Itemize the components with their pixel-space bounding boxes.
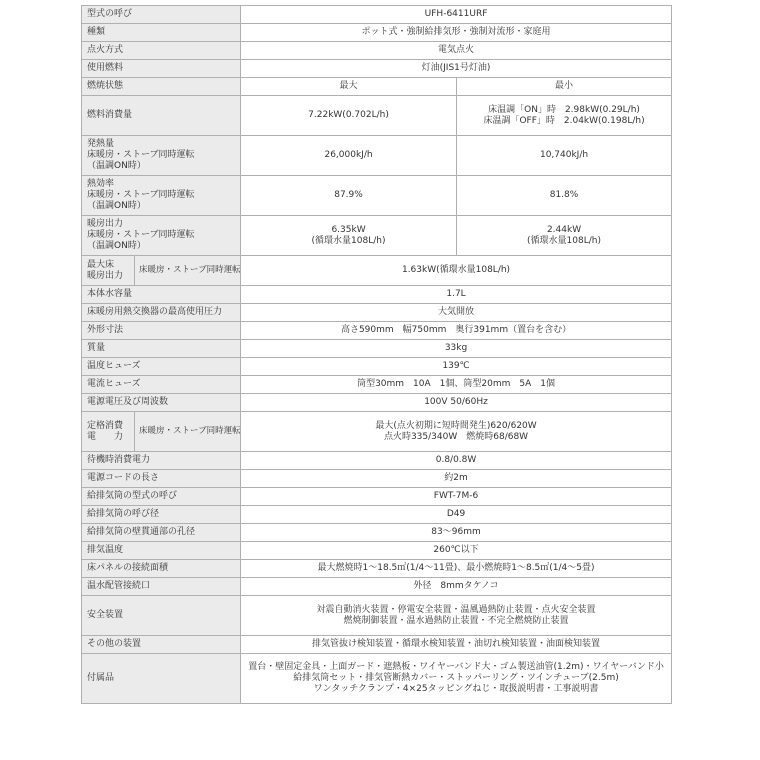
row-hot-water (82, 578, 672, 596)
row-type (82, 24, 672, 42)
value-cord: 約2m (241, 470, 672, 488)
value-model: UFH-6411URF (241, 6, 672, 24)
label-other-devices: その他の装置 (82, 636, 241, 654)
row-max-floor-output (82, 256, 672, 286)
row-model (82, 6, 672, 24)
label-cord: 電源コードの長さ (82, 470, 241, 488)
value-pressure: 大気開放 (241, 304, 672, 322)
value-floor-area: 最大燃焼時1～18.5㎡(1/4～11畳)、最小燃焼時1～8.5㎡(1/4～5畳) (241, 560, 672, 578)
value-rated-power: 最大(点火初期に短時間発生)620/620W 点火時335/340W 燃焼時68/68W (241, 412, 672, 452)
row-current-fuse (82, 376, 672, 394)
row-other-devices (82, 636, 672, 654)
value-accessories: 置台・壁固定金具・上面ガード・遮熱板・ワイヤーバンド大・ゴム製送油管(1.2m)・ワイヤーバンド小 給排気筒セット・排気管断熱カバー・ストッパーリング・ツインチューブ(2.5m) ワンタッチクランプ・4×25タッピングねじ・取扱説明書・工事説明書 (241, 654, 672, 704)
value-exhaust: 260℃以下 (241, 542, 672, 560)
label-temp-fuse: 温度ヒューズ (82, 358, 241, 376)
label-model: 型式の呼び (82, 6, 241, 24)
label-mass: 質量 (82, 340, 241, 358)
label-heating-output: 暖房出力 床暖房・ストーブ同時運転 （温調ON時） (82, 216, 241, 256)
value-heating-output-min: 2.44kW (循環水量108L/h) (457, 216, 672, 256)
label-pipe-model: 給排気筒の型式の呼び (82, 488, 241, 506)
label-efficiency: 熱効率 床暖房・ストーブ同時運転 （温調ON時） (82, 176, 241, 216)
value-power-supply: 100V 50/60Hz (241, 394, 672, 412)
header-max: 最大 (241, 78, 457, 96)
value-current-fuse: 筒型30mm 10A 1個、筒型20mm 5A 1個 (241, 376, 672, 394)
value-consumption-max: 7.22kW(0.702L/h) (241, 96, 457, 136)
row-temp-fuse (82, 358, 672, 376)
value-heat-output-min: 10,740kJ/h (457, 136, 672, 176)
label-consumption: 燃料消費量 (82, 96, 241, 136)
label-exhaust: 排気温度 (82, 542, 241, 560)
row-pipe-model (82, 488, 672, 506)
row-floor-area (82, 560, 672, 578)
row-combustion (82, 78, 672, 96)
value-temp-fuse: 139℃ (241, 358, 672, 376)
label-ignition: 点火方式 (82, 42, 241, 60)
header-min: 最小 (457, 78, 672, 96)
value-hot-water: 外径 8mmタケノコ (241, 578, 672, 596)
label-accessories: 付属品 (82, 654, 241, 704)
row-fuel (82, 60, 672, 78)
row-consumption (82, 96, 672, 136)
row-pipe-diameter (82, 506, 672, 524)
row-mass (82, 340, 672, 358)
label-combustion: 燃焼状態 (82, 78, 241, 96)
value-max-floor-output: 1.63kW(循環水量108L/h) (241, 256, 672, 286)
row-dimensions (82, 322, 672, 340)
row-pipe-hole (82, 524, 672, 542)
label-heat-output: 発熱量 床暖房・ストーブ同時運転 （温調ON時） (82, 136, 241, 176)
row-ignition (82, 42, 672, 60)
label-tank: 本体水容量 (82, 286, 241, 304)
row-accessories (82, 654, 672, 704)
value-fuel: 灯油(JIS1号灯油) (241, 60, 672, 78)
label-hot-water: 温水配管接続口 (82, 578, 241, 596)
label-power-supply: 電源電圧及び周波数 (82, 394, 241, 412)
value-efficiency-min: 81.8% (457, 176, 672, 216)
value-heating-output-max: 6.35kW (循環水量108L/h) (241, 216, 457, 256)
row-heating-output (82, 216, 672, 256)
row-power-supply (82, 394, 672, 412)
label-type: 種類 (82, 24, 241, 42)
row-pressure (82, 304, 672, 322)
label-max-floor-output: 最大床 暖房出力 (82, 256, 135, 286)
label-rated-power: 定格消費 電 力 (82, 412, 135, 452)
value-tank: 1.7L (241, 286, 672, 304)
sublabel-rated-power: 床暖房・ストーブ同時運転 (135, 412, 241, 452)
value-heat-output-max: 26,000kJ/h (241, 136, 457, 176)
label-dimensions: 外形寸法 (82, 322, 241, 340)
value-pipe-diameter: D49 (241, 506, 672, 524)
value-dimensions: 高さ590mm 幅750mm 奥行391mm（置台を含む） (241, 322, 672, 340)
sublabel-max-floor-output: 床暖房・ストーブ同時運転 (135, 256, 241, 286)
value-pipe-hole: 83～96mm (241, 524, 672, 542)
row-safety (82, 596, 672, 636)
row-tank (82, 286, 672, 304)
value-other-devices: 排気管抜け検知装置・循環水検知装置・油切れ検知装置・油面検知装置 (241, 636, 672, 654)
label-pressure: 床暖房用熱交換器の最高使用圧力 (82, 304, 241, 322)
label-floor-area: 床パネルの接続面積 (82, 560, 241, 578)
value-ignition: 電気点火 (241, 42, 672, 60)
row-cord (82, 470, 672, 488)
value-type: ポット式・強制給排気形・強制対流形・家庭用 (241, 24, 672, 42)
row-exhaust (82, 542, 672, 560)
value-efficiency-max: 87.9% (241, 176, 457, 216)
value-safety: 対震自動消火装置・停電安全装置・温風過熱防止装置・点火安全装置 燃焼制御装置・温水過熱防止装置・不完全燃焼防止装置 (241, 596, 672, 636)
value-standby: 0.8/0.8W (241, 452, 672, 470)
value-pipe-model: FWT-7M-6 (241, 488, 672, 506)
row-standby (82, 452, 672, 470)
spec-table (81, 5, 672, 704)
label-safety: 安全装置 (82, 596, 241, 636)
label-pipe-diameter: 給排気筒の呼び径 (82, 506, 241, 524)
row-rated-power (82, 412, 672, 452)
value-consumption-min: 床温調「ON」時 2.98kW(0.29L/h) 床温調「OFF」時 2.04kW(0.198L/h) (457, 96, 672, 136)
value-mass: 33kg (241, 340, 672, 358)
row-efficiency (82, 176, 672, 216)
label-fuel: 使用燃料 (82, 60, 241, 78)
label-current-fuse: 電流ヒューズ (82, 376, 241, 394)
row-heat-output (82, 136, 672, 176)
label-pipe-hole: 給排気筒の壁貫通部の孔径 (82, 524, 241, 542)
label-standby: 待機時消費電力 (82, 452, 241, 470)
